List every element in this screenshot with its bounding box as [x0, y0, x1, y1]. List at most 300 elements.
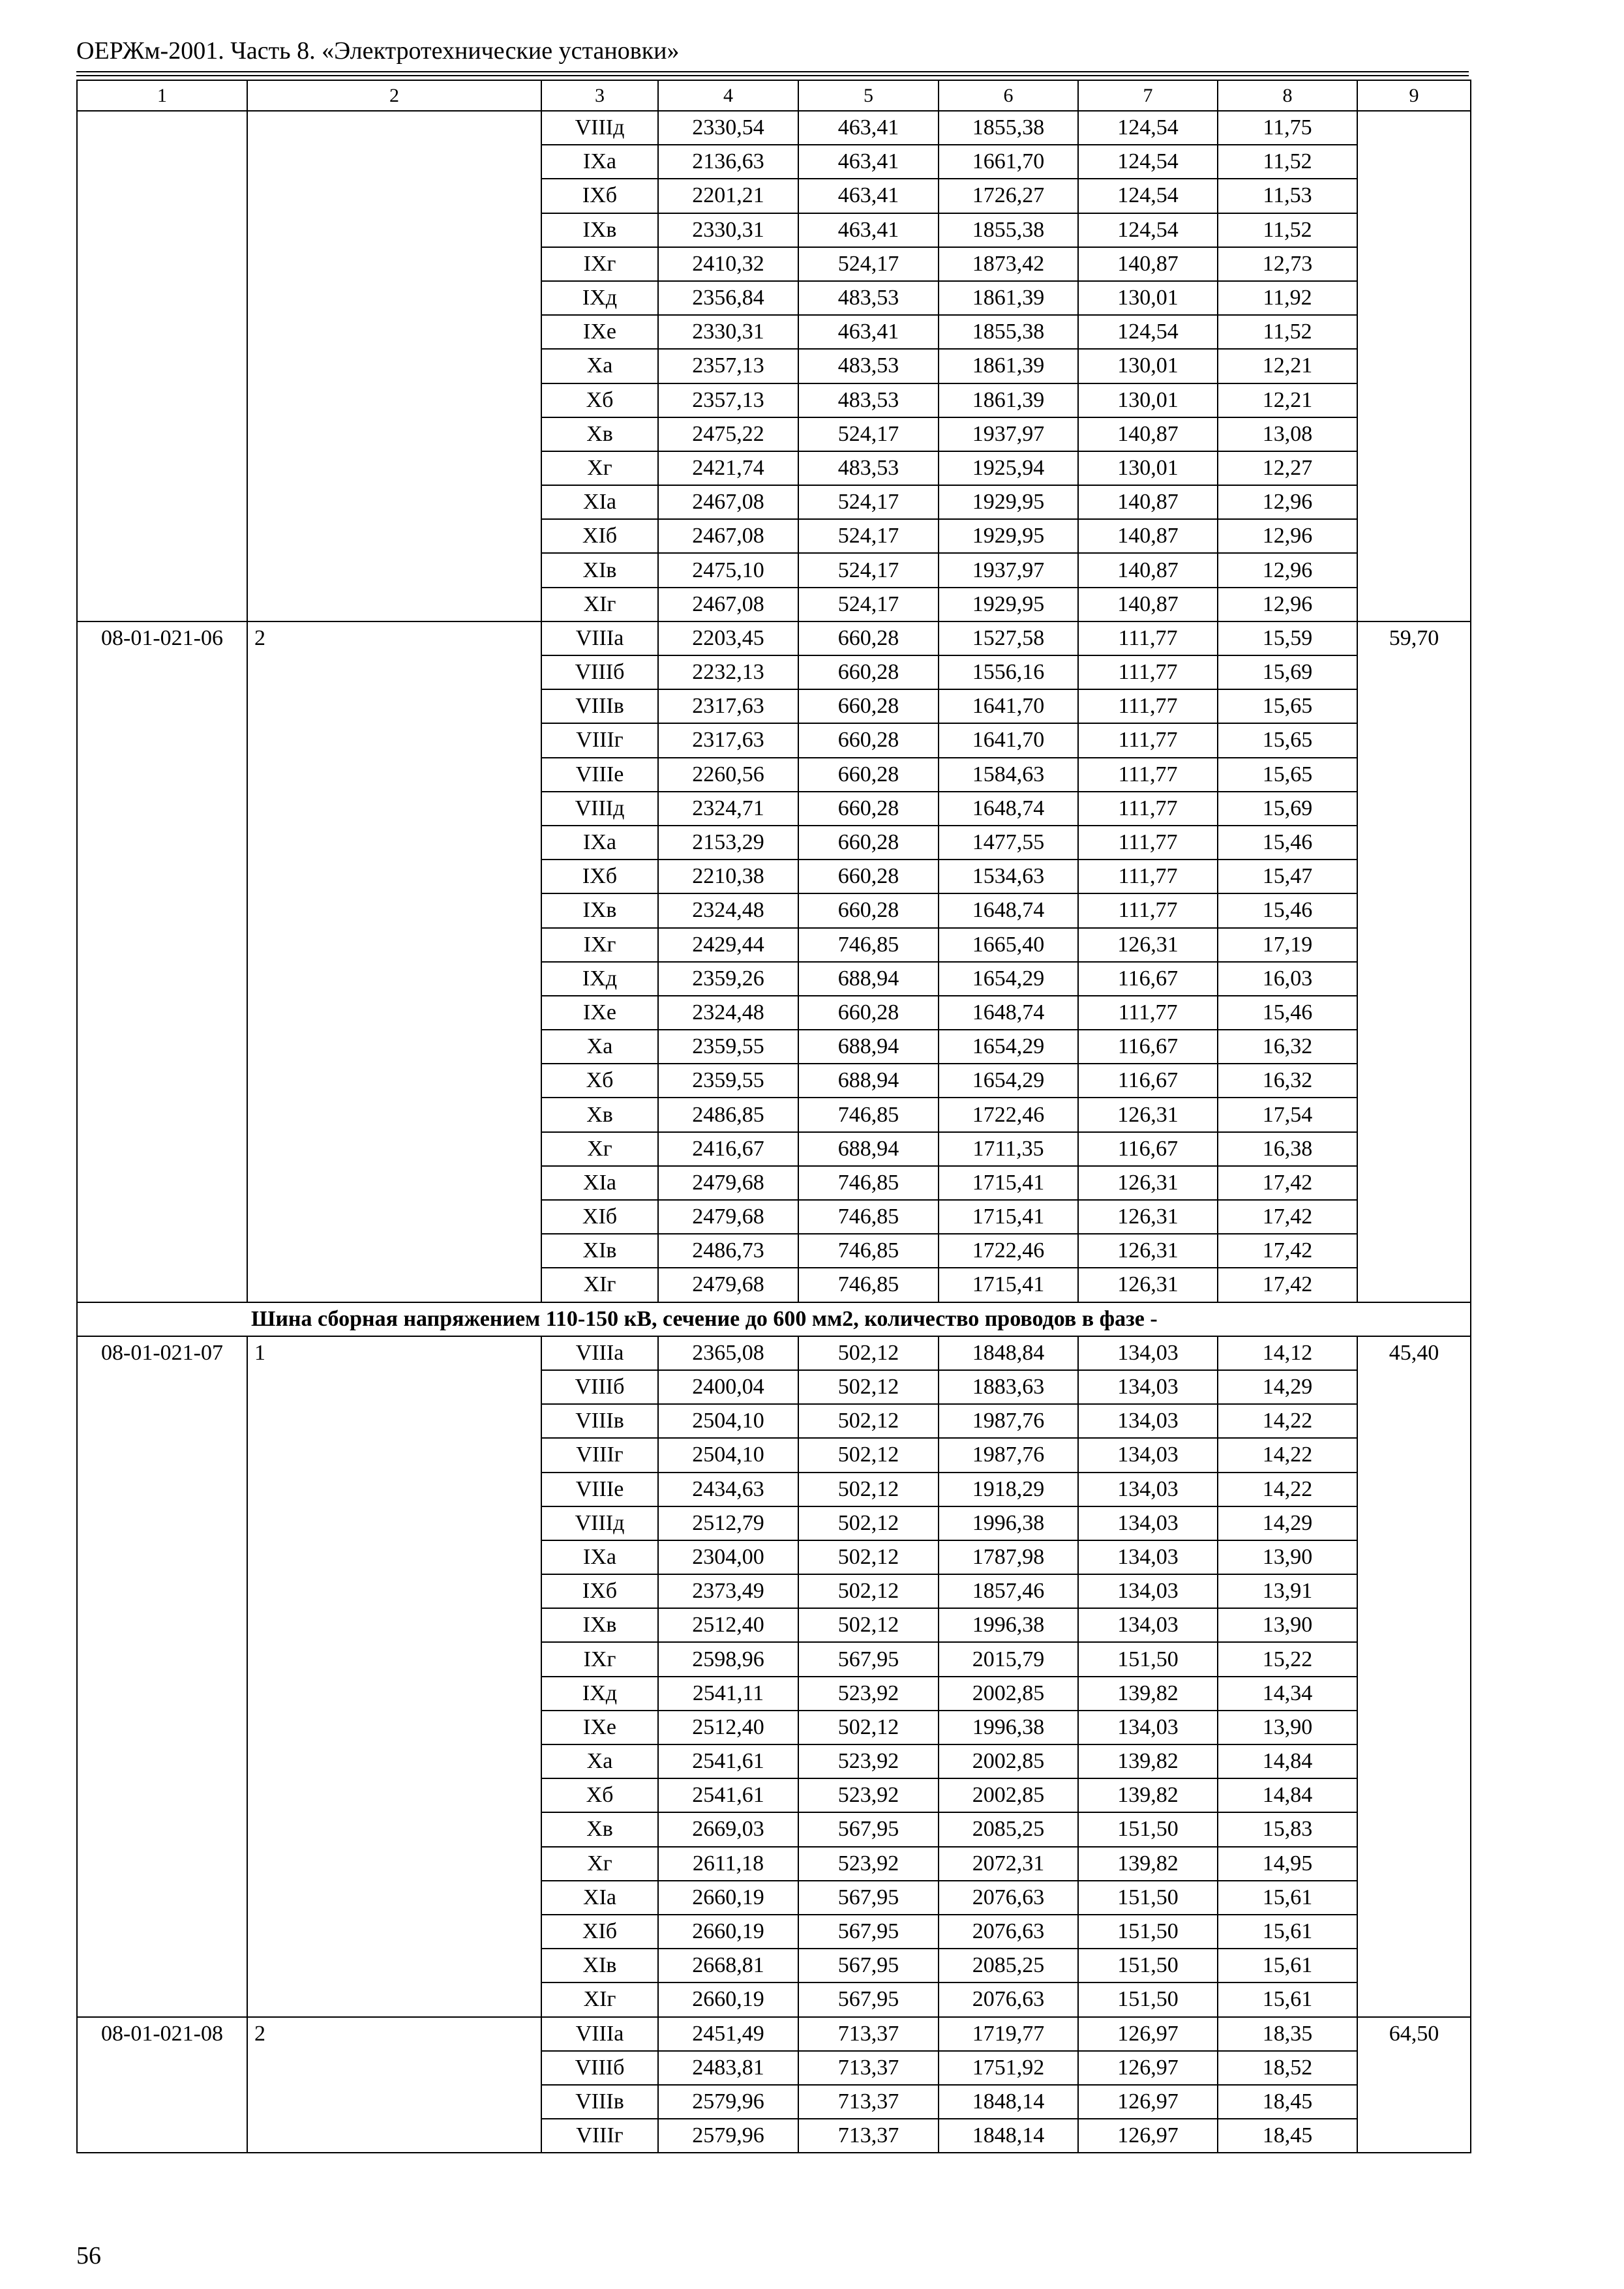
- table-cell: 2373,49: [658, 1574, 798, 1608]
- table-cell: Xв: [541, 1812, 658, 1846]
- table-cell: 746,85: [798, 1166, 939, 1200]
- table-cell: 13,90: [1218, 1711, 1357, 1744]
- table-cell: Xa: [541, 1744, 658, 1778]
- table-cell: 502,12: [798, 1336, 939, 1370]
- table-cell: VIIIг: [541, 2119, 658, 2153]
- table-cell: 2475,22: [658, 417, 798, 451]
- table-cell: 2483,81: [658, 2051, 798, 2085]
- column-number-cell: 4: [658, 80, 798, 111]
- table-cell: 660,28: [798, 996, 939, 1030]
- table-cell: 12,96: [1218, 519, 1357, 553]
- column-number-cell: 8: [1218, 80, 1357, 111]
- table-cell: 483,53: [798, 281, 939, 315]
- table-cell: 14,84: [1218, 1778, 1357, 1812]
- table-cell: 130,01: [1078, 451, 1218, 485]
- table-cell: 713,37: [798, 2017, 939, 2051]
- table-cell: 2479,68: [658, 1166, 798, 1200]
- table-cell: IXд: [541, 281, 658, 315]
- table-cell: 746,85: [798, 1268, 939, 1302]
- table-cell: 1787,98: [939, 1540, 1078, 1574]
- table-cell: 111,77: [1078, 893, 1218, 927]
- table-cell: IXб: [541, 179, 658, 213]
- table-cell: Xг: [541, 1847, 658, 1881]
- table-row: [77, 621, 1471, 655]
- table-cell: 2136,63: [658, 145, 798, 179]
- table-cell: IXв: [541, 213, 658, 247]
- table-cell: 2541,61: [658, 1744, 798, 1778]
- table-cell: 116,67: [1078, 1064, 1218, 1098]
- table-cell: 15,46: [1218, 893, 1357, 927]
- table-cell: 746,85: [798, 928, 939, 962]
- table-cell: 15,69: [1218, 655, 1357, 689]
- table-cell: 524,17: [798, 417, 939, 451]
- table-cell: 2324,48: [658, 893, 798, 927]
- table-cell: 14,95: [1218, 1847, 1357, 1881]
- table-cell: 688,94: [798, 1132, 939, 1166]
- table-cell: 17,42: [1218, 1166, 1357, 1200]
- table-cell: 2400,04: [658, 1370, 798, 1404]
- table-cell: 2486,85: [658, 1098, 798, 1131]
- table-cell: 1848,14: [939, 2085, 1078, 2119]
- table-cell: 2324,71: [658, 792, 798, 826]
- table-cell: 140,87: [1078, 417, 1218, 451]
- column-number-cell: 5: [798, 80, 939, 111]
- table-cell: 2669,03: [658, 1812, 798, 1846]
- table-cell: 111,77: [1078, 860, 1218, 893]
- table-cell: 502,12: [798, 1711, 939, 1744]
- table-cell: 17,42: [1218, 1268, 1357, 1302]
- table-cell: 2504,10: [658, 1404, 798, 1438]
- table-cell: XIг: [541, 1982, 658, 2016]
- table-cell: 1751,92: [939, 2051, 1078, 2085]
- wire-count: 1: [247, 1336, 541, 2017]
- table-cell: VIIIв: [541, 2085, 658, 2119]
- table-cell: 2421,74: [658, 451, 798, 485]
- table-cell: 126,97: [1078, 2119, 1218, 2153]
- table-cell: 1855,38: [939, 213, 1078, 247]
- table-cell: 12,73: [1218, 247, 1357, 281]
- table-cell: 111,77: [1078, 758, 1218, 792]
- table-cell: 502,12: [798, 1370, 939, 1404]
- table-cell: 2357,13: [658, 383, 798, 417]
- table-cell: XIa: [541, 1881, 658, 1915]
- table-cell: 14,29: [1218, 1370, 1357, 1404]
- rate-code: 08-01-021-08: [77, 2017, 247, 2153]
- table-cell: 2611,18: [658, 1847, 798, 1881]
- table-cell: VIIIг: [541, 723, 658, 757]
- table-cell: 660,28: [798, 826, 939, 860]
- table-cell: 2076,63: [939, 1982, 1078, 2016]
- column-number-cell: 3: [541, 80, 658, 111]
- table-cell: Xб: [541, 1778, 658, 1812]
- table-cell: 151,50: [1078, 1915, 1218, 1949]
- table-cell: 11,53: [1218, 179, 1357, 213]
- table-cell: 1857,46: [939, 1574, 1078, 1608]
- table-cell: 2210,38: [658, 860, 798, 893]
- table-cell: 16,03: [1218, 962, 1357, 996]
- table-cell: 1848,84: [939, 1336, 1078, 1370]
- table-cell: 1641,70: [939, 723, 1078, 757]
- table-cell: 2541,11: [658, 1677, 798, 1711]
- table-cell: 15,61: [1218, 1881, 1357, 1915]
- table-cell: 713,37: [798, 2085, 939, 2119]
- table-cell: 688,94: [798, 962, 939, 996]
- table-cell: 1996,38: [939, 1506, 1078, 1540]
- table-cell: 1661,70: [939, 145, 1078, 179]
- table-cell: 2359,55: [658, 1030, 798, 1064]
- table-cell: 139,82: [1078, 1778, 1218, 1812]
- table-cell: 2429,44: [658, 928, 798, 962]
- table-cell: 746,85: [798, 1234, 939, 1268]
- table-cell: 1648,74: [939, 996, 1078, 1030]
- table-cell: 130,01: [1078, 383, 1218, 417]
- table-cell: 2260,56: [658, 758, 798, 792]
- table-cell: 523,92: [798, 1677, 939, 1711]
- table-cell: IXв: [541, 893, 658, 927]
- table-cell: 11,52: [1218, 145, 1357, 179]
- table-cell: XIв: [541, 1234, 658, 1268]
- table-cell: 139,82: [1078, 1744, 1218, 1778]
- table-cell: 660,28: [798, 689, 939, 723]
- table-cell: 2598,96: [658, 1642, 798, 1676]
- table-cell: 502,12: [798, 1574, 939, 1608]
- table-cell: 14,22: [1218, 1473, 1357, 1506]
- table-cell: IXe: [541, 315, 658, 349]
- table-cell: 151,50: [1078, 1982, 1218, 2016]
- table-cell: 660,28: [798, 860, 939, 893]
- table-cell: 463,41: [798, 145, 939, 179]
- table-cell: 140,87: [1078, 485, 1218, 519]
- table-cell: IXг: [541, 247, 658, 281]
- table-cell: 2076,63: [939, 1881, 1078, 1915]
- table-cell: 1925,94: [939, 451, 1078, 485]
- table-cell: IXв: [541, 1608, 658, 1642]
- table-cell: 124,54: [1078, 315, 1218, 349]
- table-cell: 1855,38: [939, 111, 1078, 145]
- table-cell: 2467,08: [658, 588, 798, 621]
- table-cell: 140,87: [1078, 588, 1218, 621]
- table-cell: 2434,63: [658, 1473, 798, 1506]
- table-cell: 134,03: [1078, 1473, 1218, 1506]
- table-cell: 1715,41: [939, 1166, 1078, 1200]
- table-cell: 11,92: [1218, 281, 1357, 315]
- table-cell: 134,03: [1078, 1404, 1218, 1438]
- table-cell: 1665,40: [939, 928, 1078, 962]
- table-cell: 15,59: [1218, 621, 1357, 655]
- table-cell: 15,46: [1218, 826, 1357, 860]
- table-cell: 15,65: [1218, 689, 1357, 723]
- table-cell: 567,95: [798, 1915, 939, 1949]
- table-cell: 134,03: [1078, 1608, 1218, 1642]
- table-cell: 523,92: [798, 1744, 939, 1778]
- table-cell: 1726,27: [939, 179, 1078, 213]
- table-cell: VIIIa: [541, 2017, 658, 2051]
- table-cell: 2002,85: [939, 1778, 1078, 1812]
- column-number-cell: 2: [247, 80, 541, 111]
- column-number-cell: 9: [1357, 80, 1471, 111]
- table-cell: 2512,40: [658, 1711, 798, 1744]
- table-cell: 713,37: [798, 2051, 939, 2085]
- table-cell: 1929,95: [939, 588, 1078, 621]
- table-cell: IXe: [541, 996, 658, 1030]
- table-cell: 18,45: [1218, 2085, 1357, 2119]
- table-cell: IXe: [541, 1711, 658, 1744]
- table-cell: VIIIб: [541, 1370, 658, 1404]
- table-cell: 1996,38: [939, 1608, 1078, 1642]
- table-cell: 1584,63: [939, 758, 1078, 792]
- table-cell: 2317,63: [658, 723, 798, 757]
- table-cell: 524,17: [798, 247, 939, 281]
- table-cell: 2668,81: [658, 1949, 798, 1982]
- table-cell: 126,31: [1078, 928, 1218, 962]
- table-cell: 1641,70: [939, 689, 1078, 723]
- table-cell: 14,34: [1218, 1677, 1357, 1711]
- table-cell: Xб: [541, 383, 658, 417]
- table-cell: 15,61: [1218, 1949, 1357, 1982]
- table-cell: 134,03: [1078, 1438, 1218, 1472]
- table-cell: 151,50: [1078, 1881, 1218, 1915]
- table-cell: 15,65: [1218, 758, 1357, 792]
- table-cell: 660,28: [798, 792, 939, 826]
- table-cell: 134,03: [1078, 1574, 1218, 1608]
- table-cell: 140,87: [1078, 519, 1218, 553]
- quantity-cell: [247, 111, 541, 621]
- table-cell: 2504,10: [658, 1438, 798, 1472]
- table-cell: 483,53: [798, 349, 939, 383]
- table-cell: 1929,95: [939, 485, 1078, 519]
- table-cell: 688,94: [798, 1030, 939, 1064]
- table-cell: Xв: [541, 417, 658, 451]
- table-cell: 2475,10: [658, 553, 798, 587]
- table-cell: 463,41: [798, 315, 939, 349]
- table-cell: 14,29: [1218, 1506, 1357, 1540]
- column-number-cell: 7: [1078, 80, 1218, 111]
- table-cell: 1996,38: [939, 1711, 1078, 1744]
- table-cell: 1848,14: [939, 2119, 1078, 2153]
- table-cell: 1715,41: [939, 1200, 1078, 1234]
- table-cell: Xг: [541, 1132, 658, 1166]
- table-cell: 116,67: [1078, 1030, 1218, 1064]
- column-number-cell: 1: [77, 80, 247, 111]
- table-cell: Xг: [541, 451, 658, 485]
- table-cell: 134,03: [1078, 1336, 1218, 1370]
- table-cell: 1719,77: [939, 2017, 1078, 2051]
- table-cell: 14,84: [1218, 1744, 1357, 1778]
- table-cell: 126,31: [1078, 1234, 1218, 1268]
- table-cell: 1722,46: [939, 1098, 1078, 1131]
- table-cell: 15,22: [1218, 1642, 1357, 1676]
- table-cell: Xa: [541, 1030, 658, 1064]
- table-cell: 1527,58: [939, 621, 1078, 655]
- table-cell: 1711,35: [939, 1132, 1078, 1166]
- table-cell: 2324,48: [658, 996, 798, 1030]
- table-cell: VIIIб: [541, 655, 658, 689]
- table-cell: 2076,63: [939, 1915, 1078, 1949]
- table-cell: 111,77: [1078, 723, 1218, 757]
- table-cell: 463,41: [798, 213, 939, 247]
- table-cell: 567,95: [798, 1949, 939, 1982]
- rate-code: 08-01-021-06: [77, 621, 247, 1302]
- table-cell: 12,96: [1218, 485, 1357, 519]
- table-cell: 713,37: [798, 2119, 939, 2153]
- table-cell: 502,12: [798, 1506, 939, 1540]
- table-cell: 126,31: [1078, 1166, 1218, 1200]
- table-cell: 483,53: [798, 383, 939, 417]
- table-cell: 2486,73: [658, 1234, 798, 1268]
- table-cell: XIб: [541, 1915, 658, 1949]
- table-cell: 12,21: [1218, 349, 1357, 383]
- table-cell: 1654,29: [939, 1030, 1078, 1064]
- table-cell: 126,31: [1078, 1268, 1218, 1302]
- table-cell: 111,77: [1078, 996, 1218, 1030]
- table-cell: 16,32: [1218, 1064, 1357, 1098]
- table-cell: 2512,40: [658, 1608, 798, 1642]
- table-cell: 660,28: [798, 655, 939, 689]
- table-cell: 14,22: [1218, 1438, 1357, 1472]
- table-cell: 1883,63: [939, 1370, 1078, 1404]
- table-cell: 567,95: [798, 1982, 939, 2016]
- table-cell: 746,85: [798, 1200, 939, 1234]
- table-cell: VIIIд: [541, 1506, 658, 1540]
- table-cell: 2002,85: [939, 1744, 1078, 1778]
- table-cell: 483,53: [798, 451, 939, 485]
- rates-table: [76, 80, 1471, 2153]
- table-cell: 502,12: [798, 1404, 939, 1438]
- table-cell: 2479,68: [658, 1200, 798, 1234]
- table-cell: 660,28: [798, 723, 939, 757]
- table-cell: 524,17: [798, 519, 939, 553]
- table-cell: 15,83: [1218, 1812, 1357, 1846]
- table-row: [77, 111, 1471, 145]
- table-cell: VIIIб: [541, 2051, 658, 2085]
- table-row: [77, 2017, 1471, 2051]
- table-cell: 463,41: [798, 179, 939, 213]
- table-cell: 18,52: [1218, 2051, 1357, 2085]
- table-cell: 567,95: [798, 1642, 939, 1676]
- section-title-row: [77, 1302, 1471, 1336]
- table-cell: 1715,41: [939, 1268, 1078, 1302]
- col9-cell: [1357, 111, 1471, 621]
- col9-value: 59,70: [1357, 621, 1471, 1302]
- table-cell: 151,50: [1078, 1812, 1218, 1846]
- table-cell: XIг: [541, 588, 658, 621]
- table-cell: 567,95: [798, 1812, 939, 1846]
- table-cell: VIIIe: [541, 1473, 658, 1506]
- table-cell: 746,85: [798, 1098, 939, 1131]
- table-cell: IXa: [541, 826, 658, 860]
- table-cell: 2479,68: [658, 1268, 798, 1302]
- table-cell: 2660,19: [658, 1915, 798, 1949]
- table-cell: 116,67: [1078, 962, 1218, 996]
- table-cell: 13,91: [1218, 1574, 1357, 1608]
- table-cell: 17,42: [1218, 1234, 1357, 1268]
- col9-value: 64,50: [1357, 2017, 1471, 2153]
- table-cell: 1534,63: [939, 860, 1078, 893]
- table-cell: 523,92: [798, 1847, 939, 1881]
- table-cell: VIIIe: [541, 758, 658, 792]
- header-rule-bottom: [76, 75, 1469, 76]
- table-cell: 567,95: [798, 1881, 939, 1915]
- table-cell: 11,75: [1218, 111, 1357, 145]
- table-cell: IXг: [541, 928, 658, 962]
- page-header-title: ОЕРЖм-2001. Часть 8. «Электротехнические установки»: [76, 37, 680, 65]
- table-cell: VIIIг: [541, 1438, 658, 1472]
- table-cell: 2356,84: [658, 281, 798, 315]
- table-cell: 124,54: [1078, 213, 1218, 247]
- table-cell: 124,54: [1078, 179, 1218, 213]
- table-cell: 111,77: [1078, 826, 1218, 860]
- table-cell: 1654,29: [939, 962, 1078, 996]
- table-cell: Xa: [541, 349, 658, 383]
- table-cell: 2317,63: [658, 689, 798, 723]
- header-rule-top: [76, 71, 1469, 72]
- table-cell: 126,31: [1078, 1200, 1218, 1234]
- table-cell: 2085,25: [939, 1949, 1078, 1982]
- table-cell: VIIIв: [541, 1404, 658, 1438]
- table-cell: 111,77: [1078, 792, 1218, 826]
- table-cell: IXa: [541, 145, 658, 179]
- table-cell: IXб: [541, 860, 658, 893]
- table-cell: 11,52: [1218, 315, 1357, 349]
- table-cell: 15,65: [1218, 723, 1357, 757]
- table-row: [77, 1336, 1471, 1370]
- table-cell: VIIIa: [541, 621, 658, 655]
- page-number: 56: [76, 2242, 101, 2269]
- table-cell: 15,61: [1218, 1982, 1357, 2016]
- table-cell: 13,90: [1218, 1608, 1357, 1642]
- table-cell: 2015,79: [939, 1642, 1078, 1676]
- table-cell: 124,54: [1078, 111, 1218, 145]
- table-cell: 15,69: [1218, 792, 1357, 826]
- table-cell: 12,21: [1218, 383, 1357, 417]
- table-cell: 17,19: [1218, 928, 1357, 962]
- table-cell: 18,35: [1218, 2017, 1357, 2051]
- table-cell: 1648,74: [939, 792, 1078, 826]
- table-cell: 688,94: [798, 1064, 939, 1098]
- table-cell: 16,32: [1218, 1030, 1357, 1064]
- table-cell: IXa: [541, 1540, 658, 1574]
- table-cell: 2467,08: [658, 519, 798, 553]
- table-cell: 2579,96: [658, 2119, 798, 2153]
- table-cell: 2416,67: [658, 1132, 798, 1166]
- table-cell: 1861,39: [939, 349, 1078, 383]
- table-cell: 660,28: [798, 758, 939, 792]
- table-cell: 124,54: [1078, 145, 1218, 179]
- table-cell: 1722,46: [939, 1234, 1078, 1268]
- table-cell: 1987,76: [939, 1404, 1078, 1438]
- table-cell: 660,28: [798, 621, 939, 655]
- table-cell: 1648,74: [939, 893, 1078, 927]
- table-cell: 1937,97: [939, 553, 1078, 587]
- table-cell: 2359,26: [658, 962, 798, 996]
- wire-count: 2: [247, 2017, 541, 2153]
- table-cell: 2330,31: [658, 315, 798, 349]
- table-cell: 140,87: [1078, 247, 1218, 281]
- table-cell: 2203,45: [658, 621, 798, 655]
- table-cell: 2330,31: [658, 213, 798, 247]
- table-cell: 11,52: [1218, 213, 1357, 247]
- table-cell: 2410,32: [658, 247, 798, 281]
- table-cell: 139,82: [1078, 1677, 1218, 1711]
- table-cell: VIIIд: [541, 111, 658, 145]
- table-cell: 2359,55: [658, 1064, 798, 1098]
- section-title: Шина сборная напряжением 110-150 кВ, сечение до 600 мм2, количество проводов в фазе -: [77, 1302, 1471, 1336]
- table-cell: 1937,97: [939, 417, 1078, 451]
- table-cell: 17,54: [1218, 1098, 1357, 1131]
- table-cell: 2072,31: [939, 1847, 1078, 1881]
- table-cell: 463,41: [798, 111, 939, 145]
- table-cell: 1987,76: [939, 1438, 1078, 1472]
